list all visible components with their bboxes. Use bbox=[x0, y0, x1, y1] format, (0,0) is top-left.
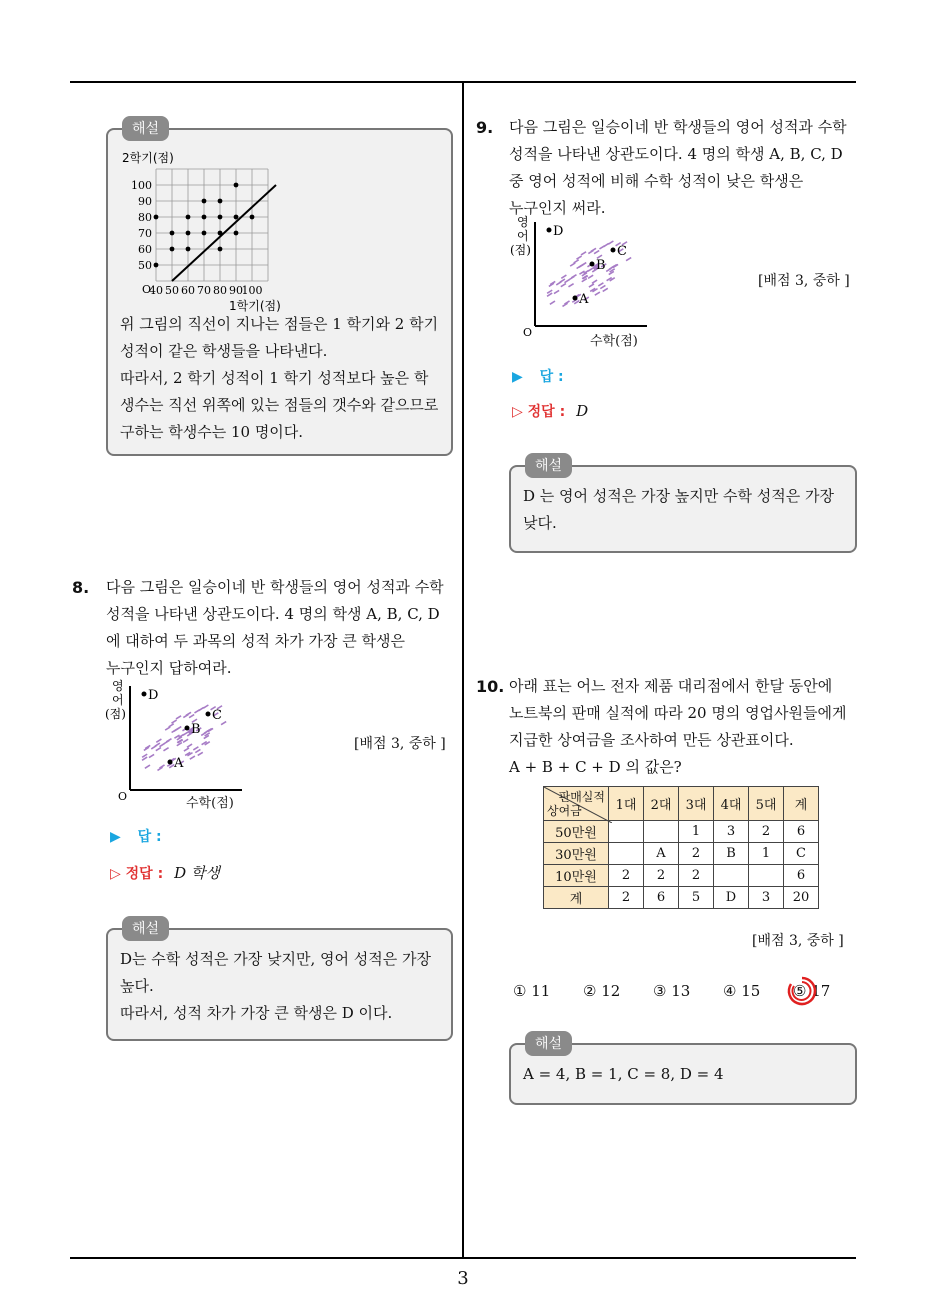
svg-text:(점): (점) bbox=[510, 243, 531, 257]
cloud-dash bbox=[577, 256, 582, 259]
scatter-dot bbox=[234, 183, 239, 188]
points-label-q8: [배점 3, 중하 ] bbox=[354, 736, 446, 752]
scatter-dot bbox=[154, 263, 159, 268]
correlation-graph-q8 bbox=[100, 676, 260, 806]
cloud-dash bbox=[195, 749, 200, 752]
table-row: 계 2 6 5 D 3 20 bbox=[544, 887, 819, 909]
cloud-dash bbox=[608, 241, 613, 244]
cloud-dash bbox=[169, 724, 174, 727]
x-tick-label: 70 bbox=[197, 284, 211, 297]
graph-origin: O bbox=[142, 283, 152, 296]
choice-3[interactable]: ③ 13 bbox=[653, 982, 691, 1000]
svg-text:(점): (점) bbox=[105, 707, 126, 721]
scatter-dot bbox=[234, 215, 239, 220]
scatter-dot bbox=[186, 215, 191, 220]
question-8-text: 다음 그림은 일승이네 반 학생들의 영어 성적과 수학 성적을 나타낸 상관도이다. 4 명의 학생 A, B, C, D 에 대하여 두 과목의 성적 차가 가장 큰 학생은 누구인지 답하여라. bbox=[106, 578, 444, 677]
svg-text:어: 어 bbox=[112, 693, 124, 707]
table-row: 50만원 1 3 2 6 bbox=[544, 821, 819, 843]
table-header: 1대 bbox=[609, 787, 644, 821]
table-row: 30만원 A 2 B 1 C bbox=[544, 843, 819, 865]
choice-2[interactable]: ② 12 bbox=[583, 982, 621, 1000]
correlation-graph-q9 bbox=[505, 212, 665, 342]
explanation-tab: 해설 bbox=[122, 916, 169, 941]
scatter-dot bbox=[218, 215, 223, 220]
scatter-dot bbox=[250, 215, 255, 220]
y-tick-label: 100 bbox=[131, 179, 152, 192]
cloud-dash bbox=[184, 748, 189, 751]
question-9-text: 다음 그림은 일승이네 반 학생들의 영어 성적과 수학 성적을 나타낸 상관도이다. 4 명의 학생 A, B, C, D 중 영어 성적에 비해 수학 성적이 낮은 학생은 누구인지 써라. bbox=[509, 118, 847, 217]
cloud-dash bbox=[561, 284, 566, 287]
scatter-dot bbox=[154, 215, 159, 220]
explanation-text: A = 4, B = 1, C = 8, D = 4 bbox=[523, 1065, 724, 1083]
cloud-dash bbox=[595, 292, 600, 295]
cloud-dash bbox=[603, 288, 608, 291]
cloud-dash bbox=[568, 284, 573, 287]
graph-xlabel-q8: 수학(점) bbox=[186, 796, 234, 811]
scatter-dot bbox=[202, 215, 207, 220]
explanation-tab: 해설 bbox=[525, 453, 572, 478]
point-label-a: A bbox=[174, 756, 184, 771]
cloud-dash bbox=[561, 275, 566, 278]
cloud-dash bbox=[193, 747, 198, 750]
cloud-dash bbox=[156, 739, 161, 742]
x-tick-label: 40 bbox=[149, 284, 163, 297]
cloud-dash bbox=[581, 252, 586, 255]
explanation-box-q8 bbox=[106, 921, 453, 1041]
scatter-dot bbox=[202, 199, 207, 204]
cloud-dash bbox=[199, 707, 204, 710]
explanation-box-q10 bbox=[509, 1036, 857, 1105]
y-tick-label: 90 bbox=[138, 195, 152, 208]
cloud-dash bbox=[600, 285, 605, 288]
cloud-dash bbox=[564, 279, 569, 282]
cloud-dash bbox=[159, 743, 164, 746]
cloud-dash bbox=[592, 280, 597, 283]
scatter-dot bbox=[170, 231, 175, 236]
x-tick-label: 80 bbox=[213, 284, 227, 297]
x-tick-label: 50 bbox=[165, 284, 179, 297]
point-label-a: A bbox=[579, 292, 589, 307]
answer-row-q8: ▶ 답 : bbox=[110, 829, 162, 845]
svg-text:영: 영 bbox=[112, 679, 124, 693]
point-label-d: D bbox=[553, 224, 564, 239]
cloud-dash bbox=[189, 715, 194, 718]
correct-answer-row-q9: ▷ 정답 : D bbox=[512, 402, 589, 420]
explanation-tab: 해설 bbox=[122, 116, 169, 141]
cloud-dash bbox=[149, 754, 154, 757]
explanation-box-q9 bbox=[509, 458, 857, 553]
scatter-dot bbox=[218, 199, 223, 204]
cloud-dash bbox=[598, 283, 603, 286]
table-header: 3대 bbox=[679, 787, 714, 821]
choice-1[interactable]: ① 11 bbox=[513, 982, 551, 1000]
page-number: 3 bbox=[457, 1268, 469, 1289]
cloud-dash bbox=[574, 260, 579, 263]
points-label-q9: [배점 3, 중하 ] bbox=[758, 273, 850, 289]
svg-text:어: 어 bbox=[517, 229, 529, 243]
explanation-box-top bbox=[106, 121, 453, 456]
choice-4[interactable]: ④ 15 bbox=[723, 982, 761, 1000]
cloud-dash bbox=[556, 282, 561, 285]
svg-text:O: O bbox=[523, 326, 533, 339]
table-header: 계 bbox=[784, 787, 819, 821]
column-divider bbox=[462, 81, 464, 1259]
svg-text:O: O bbox=[118, 790, 128, 803]
table-corner: 판매실적 상여금 bbox=[544, 787, 609, 821]
scatter-dot bbox=[234, 231, 239, 236]
graph-xlabel: 1학기(점) bbox=[229, 299, 281, 313]
graph-xlabel-q9: 수학(점) bbox=[590, 334, 638, 349]
hollow-arrow-icon: ▷ bbox=[512, 404, 523, 420]
scatter-dot bbox=[186, 231, 191, 236]
cloud-dash bbox=[203, 705, 208, 708]
cloud-dash bbox=[176, 716, 181, 719]
cloud-dash bbox=[570, 263, 575, 266]
graph-ylabel: 2학기(점) bbox=[122, 151, 174, 165]
explanation-tab: 해설 bbox=[525, 1031, 572, 1056]
point-label-c: C bbox=[212, 708, 222, 723]
hollow-arrow-icon: ▷ bbox=[110, 866, 121, 882]
y-tick-label: 80 bbox=[138, 211, 152, 224]
cloud-dash bbox=[187, 744, 192, 747]
point-label-c: C bbox=[617, 244, 627, 259]
svg-text:영: 영 bbox=[517, 215, 529, 229]
question-10-number: 10. bbox=[476, 677, 505, 696]
table-header: 4대 bbox=[714, 787, 749, 821]
explanation-text: 위 그림의 직선이 지나는 점들은 1 학기와 2 학기 성적이 같은 학생들을 나타낸다. 따라서, 2 학기 성적이 1 학기 성적보다 높은 학 생수는 직선 위쪽에 있는 점들의 갯수와 같으므로 구하는 학생수는 10 명이다. bbox=[120, 315, 439, 441]
table-row: 10만원 2 2 2 6 bbox=[544, 865, 819, 887]
answer-row-q9: ▶ 답 : bbox=[512, 369, 564, 385]
cloud-dash bbox=[604, 243, 609, 246]
cloud-dash bbox=[183, 732, 188, 735]
bottom-rule bbox=[70, 1257, 856, 1259]
scatter-dot bbox=[218, 247, 223, 252]
question-9-number: 9. bbox=[476, 118, 494, 137]
cloud-dash bbox=[163, 748, 168, 751]
table-header: 2대 bbox=[644, 787, 679, 821]
scatter-dot bbox=[186, 247, 191, 252]
cloud-dash bbox=[589, 284, 594, 287]
y-tick-label: 50 bbox=[138, 259, 152, 272]
point-label-d: D bbox=[148, 688, 159, 703]
cloud-dash bbox=[198, 752, 203, 755]
selected-answer-circle-icon bbox=[786, 975, 818, 1007]
x-tick-label: 100 bbox=[241, 284, 263, 297]
correct-answer-row-q8: ▷ 정답 : D 학생 bbox=[110, 864, 220, 882]
table-header: 5대 bbox=[749, 787, 784, 821]
explanation-text: D는 수학 성적은 가장 낮지만, 영어 성적은 가장 높다. 따라서, 성적 차가 가장 큰 학생은 D 이다. bbox=[120, 950, 431, 1022]
cloud-dash bbox=[156, 748, 161, 751]
point-label-b: B bbox=[191, 722, 201, 737]
correlation-table bbox=[543, 786, 819, 909]
cloud-dash bbox=[554, 290, 559, 293]
cloud-dash bbox=[594, 251, 599, 254]
cloud-dash bbox=[151, 746, 156, 749]
cloud-dash bbox=[165, 727, 170, 730]
x-ticks bbox=[149, 284, 263, 297]
y-tick-label: 70 bbox=[138, 227, 152, 240]
cloud-dash bbox=[550, 301, 555, 304]
y-tick-label: 60 bbox=[138, 243, 152, 256]
cloud-dash bbox=[172, 720, 177, 723]
cloud-dash bbox=[183, 739, 188, 742]
explanation-text: D 는 영어 성적은 가장 높지만 수학 성적은 가장 낮다. bbox=[523, 487, 834, 532]
question-8-number: 8. bbox=[72, 578, 90, 597]
cloud-dash bbox=[588, 275, 593, 278]
cloud-dash bbox=[190, 756, 195, 759]
points-label-q10: [배점 3, 중하 ] bbox=[752, 933, 844, 949]
x-tick-label: 60 bbox=[181, 284, 195, 297]
scatter-dot bbox=[218, 231, 223, 236]
play-arrow-icon: ▶ bbox=[512, 369, 523, 385]
scatter-dot bbox=[202, 231, 207, 236]
question-10-text: 아래 표는 어느 전자 제품 대리점에서 한달 동안에 노트북의 판매 실적에 따라 20 명의 영업사원들에게 지급한 상여금을 조사하여 만든 상관표이다. A + B + C + D 의 값은? bbox=[509, 677, 847, 776]
choice-5[interactable]: ⑤ 17 bbox=[793, 982, 831, 1000]
scatter-dot bbox=[170, 247, 175, 252]
play-arrow-icon: ▶ bbox=[110, 829, 121, 845]
cloud-dash bbox=[588, 268, 593, 271]
x-tick-label: 90 bbox=[229, 284, 243, 297]
point-label-b: B bbox=[596, 258, 606, 273]
y-ticks bbox=[131, 179, 152, 272]
scatter-graph-semester bbox=[114, 148, 314, 323]
graph-grid bbox=[156, 169, 268, 281]
cloud-dash bbox=[145, 765, 150, 768]
